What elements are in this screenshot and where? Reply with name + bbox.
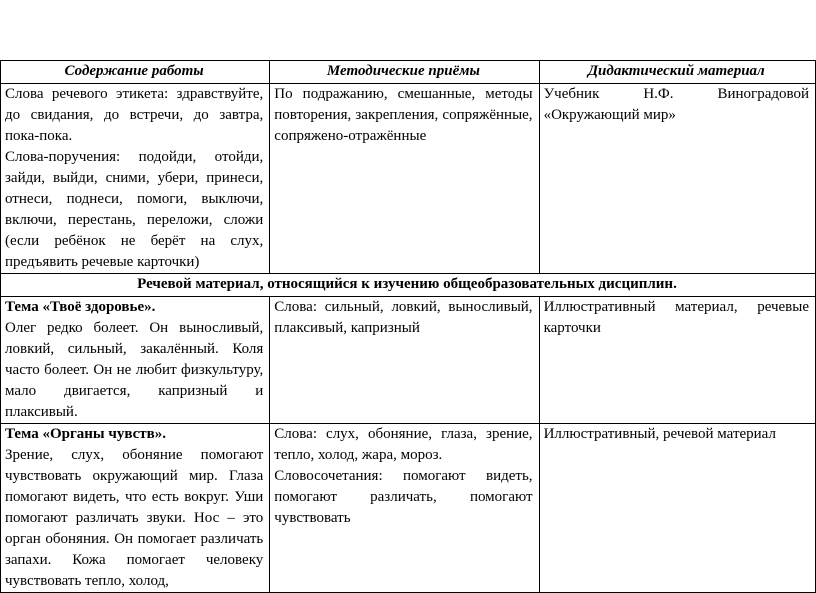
header-content: Содержание работы <box>1 61 270 84</box>
table-row <box>1 84 816 274</box>
section-title: Речевой материал, относящийся к изучению общеобразовательных дисциплин. <box>1 274 816 297</box>
cell-materials: Иллюстративный материал, речевые карточки <box>539 297 815 424</box>
cell-content <box>1 297 270 424</box>
section-row <box>1 274 816 297</box>
cell-materials: Учебник Н.Ф. Виноградовой «Окружающий мир» <box>539 84 815 274</box>
topic-text: Зрение, слух, обоняние помогают чувствовать окружающий мир. Глаза помогают видеть, что есть вокруг. Уши помогают различать звуки. Нос – это орган обоняния. Он помогает различать запахи. Кожа помогает человеку чувствовать тепло, холод, <box>5 447 264 589</box>
cell-materials: Иллюстративный, речевой материал <box>539 424 815 593</box>
methods-words: Слова: слух, обоняние, глаза, зрение, тепло, холод, жара, мороз. <box>274 426 533 463</box>
topic-title: Тема «Органы чувств». <box>5 426 167 442</box>
header-row <box>1 61 816 84</box>
topic-text: Олег редко болеет. Он выносливый, ловкий, сильный, закалённый. Коля часто болеет. Он не любит физкультуру, мало двигается, капризный и плаксивый. <box>5 320 264 420</box>
header-materials: Дидактический материал <box>539 61 815 84</box>
content-instruction-words: Слова-поручения: подойди, отойди, зайди, выйди, сними, убери, принеси, отнеси, поднеси, помоги, выключи, включи, перестань, переложи, сложи (если ребёнок не берёт на слух, предъявить речевые карточки) <box>5 149 264 270</box>
methods-phrases: Словосочетания: помогают видеть, помогают различать, помогают чувствовать <box>274 468 533 526</box>
table-row <box>1 297 816 424</box>
cell-methods <box>270 424 539 593</box>
content-etiquette-words: Слова речевого этикета: здравствуйте, до свидания, до встречи, до завтра, пока-пока. <box>5 86 264 144</box>
cell-methods: Слова: сильный, ловкий, выносливый, плаксивый, капризный <box>270 297 539 424</box>
cell-content <box>1 424 270 593</box>
methodology-table <box>0 60 816 593</box>
header-methods: Методические приёмы <box>270 61 539 84</box>
topic-title: Тема «Твоё здоровье». <box>5 299 156 315</box>
table-row <box>1 424 816 593</box>
cell-content <box>1 84 270 274</box>
cell-methods: По подражанию, смешанные, методы повторения, закрепления, сопряжённые, сопряжено-отражённые <box>270 84 539 274</box>
